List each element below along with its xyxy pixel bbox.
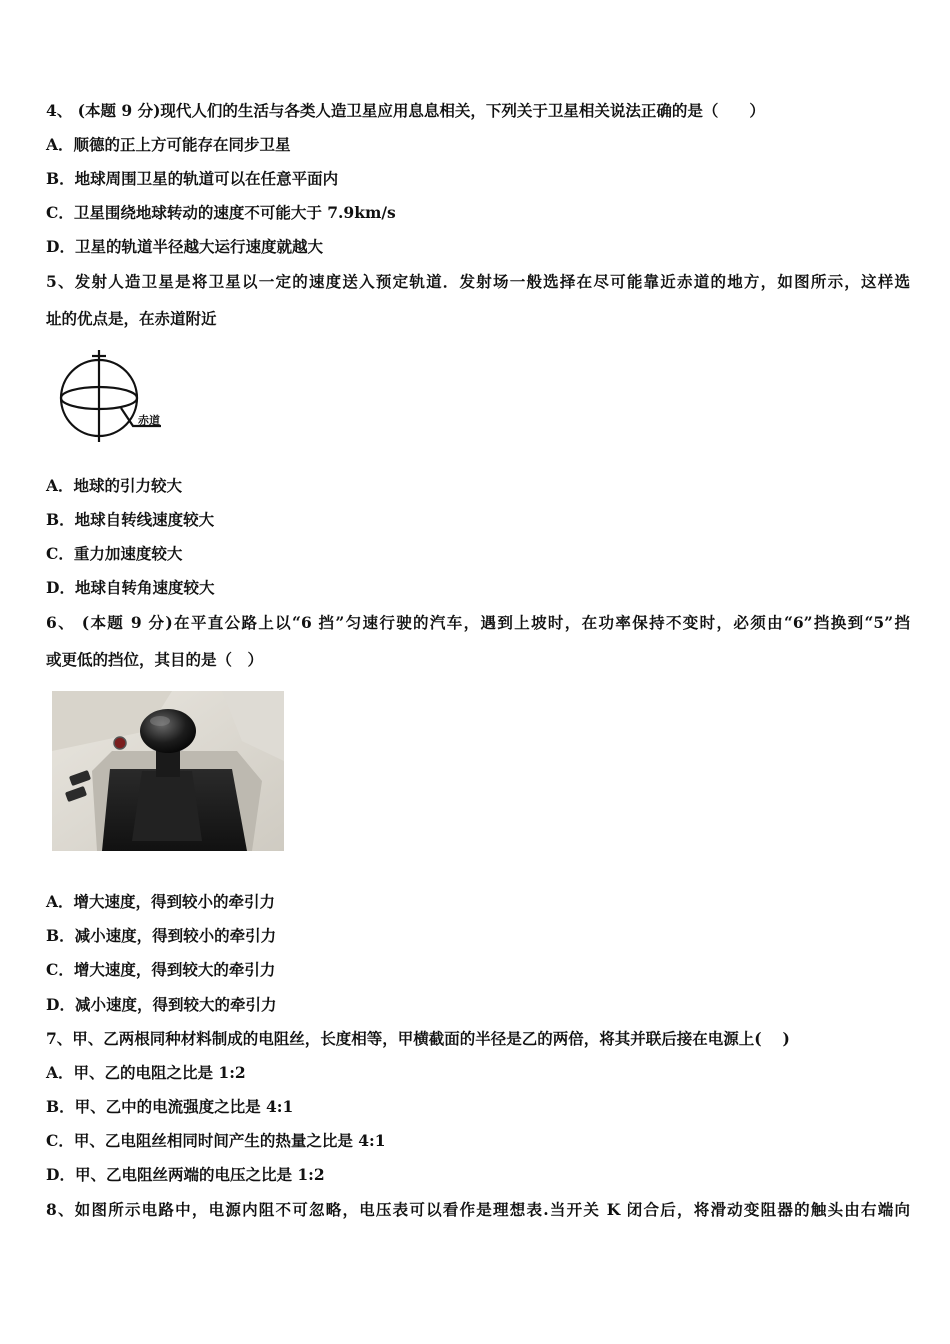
q5-stem-line2: 址的优点是，在赤道附近 [46,309,217,328]
q5-option-b: B．地球自转线速度较大 [46,510,215,529]
earth-equator-figure [55,346,170,446]
q4-option-a: A．顺德的正上方可能存在同步卫星 [46,135,291,154]
shifter-knob [140,709,196,753]
q7-stem: 7、甲、乙两根同种材料制成的电阻丝，长度相等，甲横截面的半径是乙的两倍，将其并联后接在电源上( ) [46,1029,790,1048]
q4-option-b: B．地球周围卫星的轨道可以在任意平面内 [46,169,339,188]
q7-option-b: B．甲、乙中的电流强度之比是 4:1 [46,1097,294,1116]
red-button [114,737,126,749]
q5-stem-line1: 5、发射人造卫星是将卫星以一定的速度送入预定轨道．发射场一般选择在尽可能靠近赤道的地方，如图所示，这样选 [46,272,910,291]
q6-stem-line2: 或更低的挡位，其目的是（ ） [46,650,264,669]
q5-option-a: A．地球的引力较大 [46,476,183,495]
q5-option-c: C．重力加速度较大 [46,544,183,563]
q7-option-c: C．甲、乙电阻丝相同时间产生的热量之比是 4:1 [46,1131,386,1150]
q6-option-c: C．增大速度，得到较大的牵引力 [46,960,276,979]
q4-stem: 4、 (本题 9 分)现代人们的生活与各类人造卫星应用息息相关，下列关于卫星相关说法正确的是（ ） [46,101,765,120]
q4-option-d: D．卫星的轨道半径越大运行速度就越大 [46,237,323,256]
q8-stem: 8、如图所示电路中，电源内阻不可忽略，电压表可以看作是理想表.当开关 K 闭合后，将滑动变阻器的触头由右端向 [46,1200,910,1219]
q6-stem-line1: 6、 (本题 9 分)在平直公路上以“6 挡”匀速行驶的汽车，遇到上坡时，在功率保持不变时，必须由“6”挡换到“5”挡 [46,613,910,632]
q6-option-d: D．减小速度，得到较大的牵引力 [46,995,277,1014]
gear-shifter-photo [52,691,284,851]
q7-option-d: D．甲、乙电阻丝两端的电压之比是 1:2 [46,1165,325,1184]
q6-option-b: B．减小速度，得到较小的牵引力 [46,926,277,945]
equator-label: 赤道 [138,414,160,427]
q5-option-d: D．地球自转角速度较大 [46,578,215,597]
q7-option-a: A．甲、乙的电阻之比是 1:2 [46,1063,246,1082]
q6-option-a: A．增大速度，得到较小的牵引力 [46,892,276,911]
q4-option-c: C．卫星围绕地球转动的速度不可能大于 7.9km/s [46,203,396,222]
